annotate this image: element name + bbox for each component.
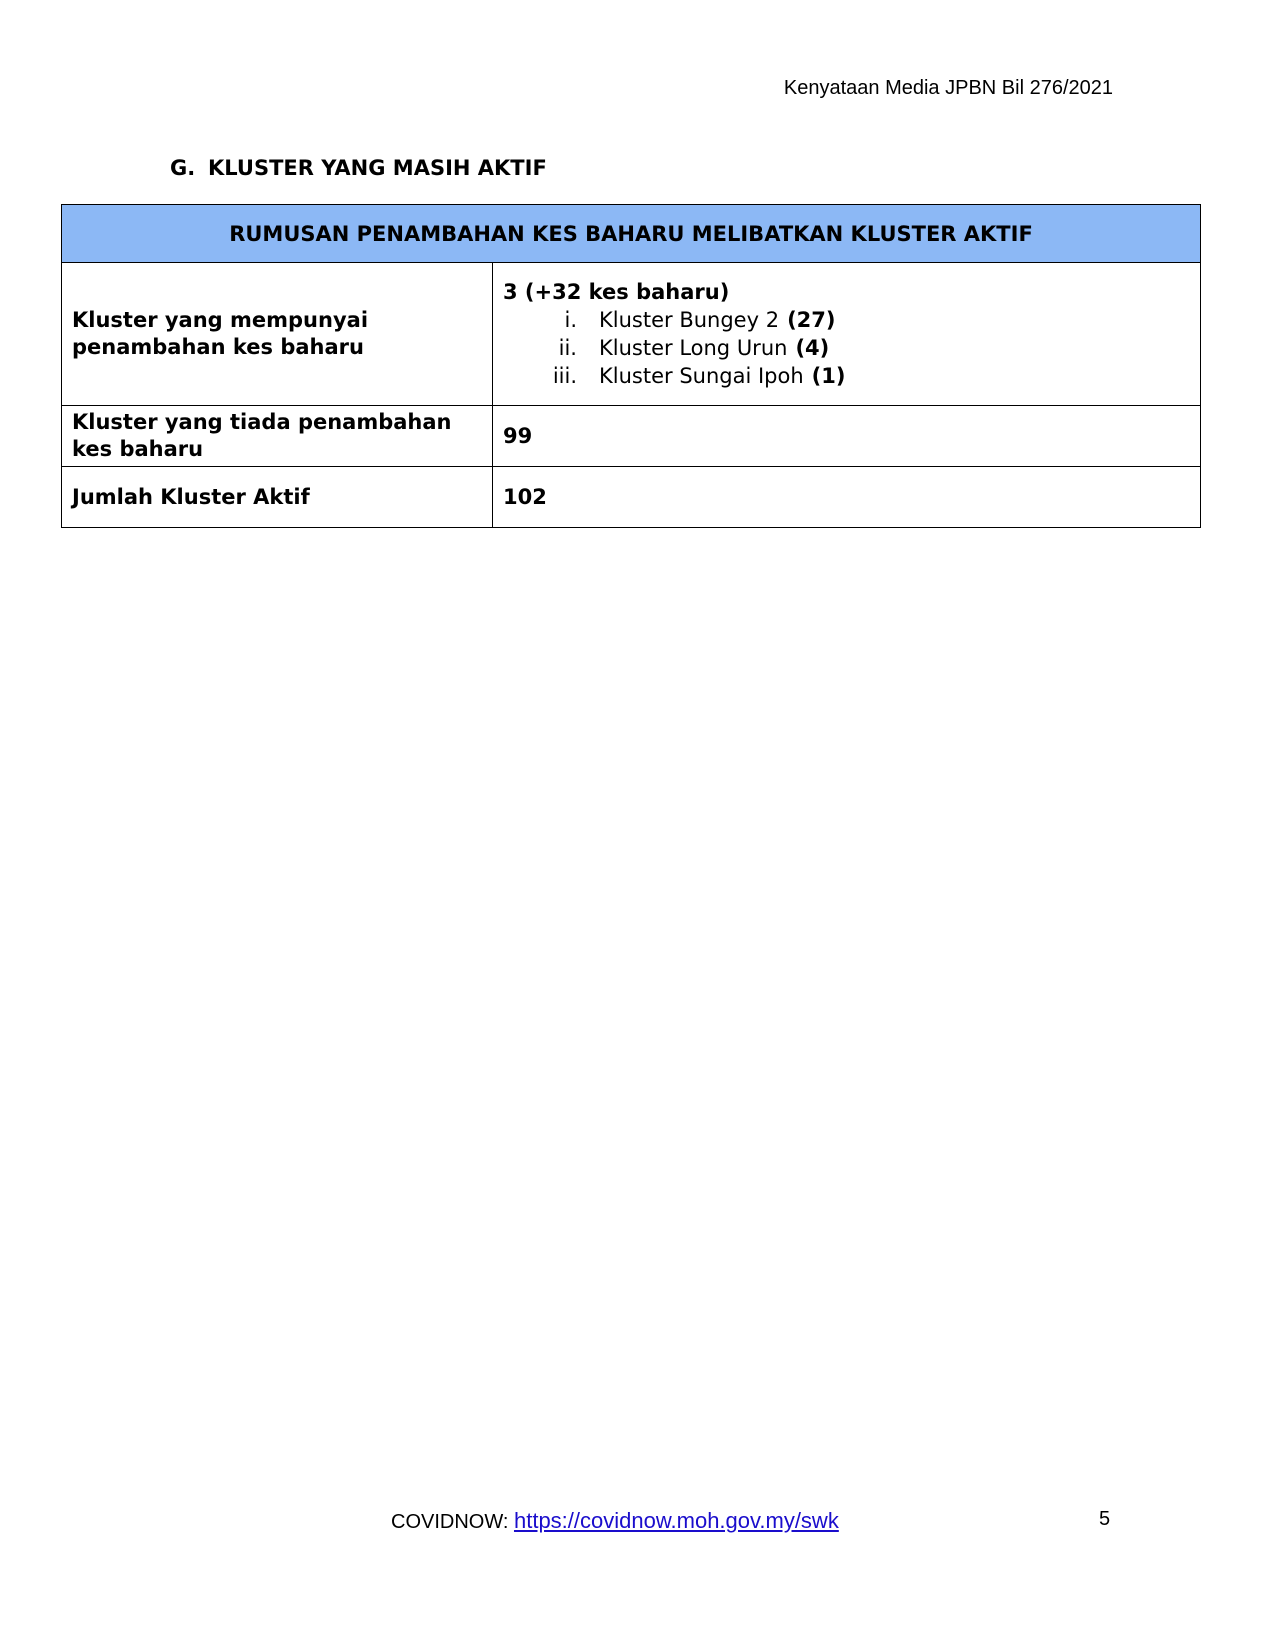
footer-prefix: COVIDNOW: — [391, 1511, 509, 1533]
cluster-case-count: (4) — [795, 336, 830, 360]
footer — [391, 1508, 839, 1534]
list-item-number: i. — [564, 308, 577, 332]
row-value-new-cases — [493, 263, 1201, 406]
row-label-no-new-cases: Kluster yang tiada penambahan kes baharu — [62, 406, 493, 467]
row-label-total-active: Jumlah Kluster Aktif — [62, 467, 493, 528]
list-item-number: iii. — [552, 364, 577, 388]
cluster-name: Kluster Long Urun — [599, 336, 788, 360]
cluster-case-count: (27) — [787, 308, 836, 332]
list-item — [503, 362, 1190, 390]
row-value-no-new-cases: 99 — [493, 406, 1201, 467]
table-row — [62, 263, 1201, 406]
table-row — [62, 467, 1201, 528]
section-title-text: KLUSTER YANG MASIH AKTIF — [208, 156, 547, 180]
table-row — [62, 406, 1201, 467]
table-header: RUMUSAN PENAMBAHAN KES BAHARU MELIBATKAN KLUSTER AKTIF — [62, 205, 1201, 263]
section-heading — [170, 156, 547, 180]
list-item — [503, 334, 1190, 362]
row-value-total-active: 102 — [493, 467, 1201, 528]
cluster-name: Kluster Sungai Ipoh — [599, 364, 804, 388]
section-letter: G. — [170, 156, 196, 180]
covidnow-link[interactable]: https://covidnow.moh.gov.my/swk — [513, 1508, 839, 1533]
page-number: 5 — [1099, 1508, 1111, 1530]
row-label-new-cases: Kluster yang mempunyai penambahan kes baharu — [62, 263, 493, 406]
cluster-list — [503, 306, 1190, 390]
cluster-name: Kluster Bungey 2 — [599, 308, 780, 332]
active-cluster-summary-table — [61, 204, 1201, 528]
list-item-number: ii. — [558, 336, 577, 360]
cluster-case-count: (1) — [811, 364, 846, 388]
list-item — [503, 306, 1190, 334]
new-cases-summary: 3 (+32 kes baharu) — [503, 280, 730, 304]
document-reference: Kenyataan Media JPBN Bil 276/2021 — [783, 77, 1113, 99]
